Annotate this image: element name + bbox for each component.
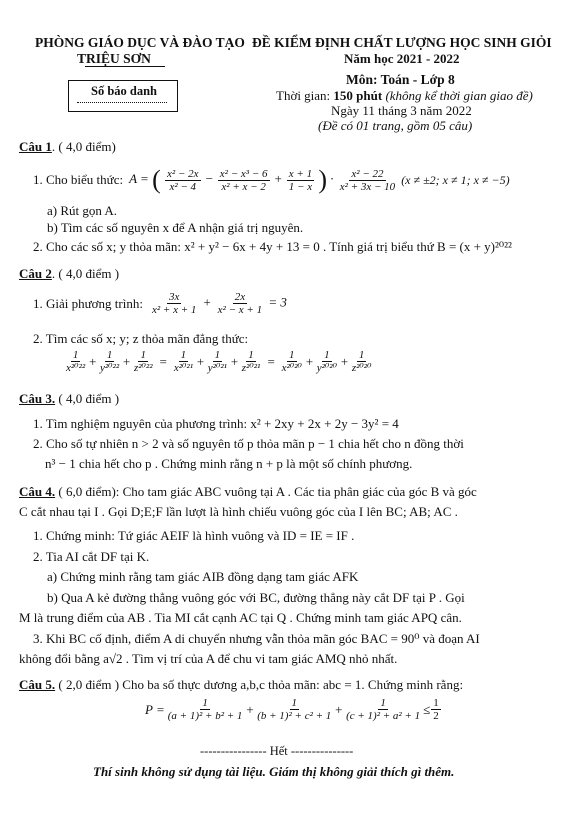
pages-note: (Đề có 01 trang, gồm 05 câu): [318, 118, 473, 133]
time-note: (không kể thời gian giao đề): [382, 88, 533, 103]
q2-item2: 2. Tìm các số x; y; z thỏa mãn đẳng thức:: [33, 331, 249, 346]
q4-b-line2: M là trung điểm của AB . Tia MI cắt cạnh AC tại Q . Chứng minh tam giác APQ cân.: [19, 610, 462, 625]
exam-date: Ngày 11 tháng 3 năm 2022: [331, 103, 472, 118]
footer-note: Thí sinh không sử dụng tài liệu. Giám thị không giải thích gì thêm.: [93, 764, 455, 779]
q3-item2-line2: n³ − 1 chia hết cho p . Chứng minh rằng n + p là một số chính phương.: [45, 456, 413, 471]
office-name: PHÒNG GIÁO DỤC VÀ ĐÀO TẠO: [35, 35, 245, 50]
q2-points: . ( 4,0 điểm ): [51, 266, 120, 281]
q1-condition: (x ≠ ±2; x ≠ 1; x ≠ −5): [401, 172, 510, 187]
office-district: TRIỆU SƠN: [77, 51, 151, 66]
q4-a: a) Chứng minh rằng tam giác AIB đồng dạng tam giác AFK: [47, 569, 359, 584]
q3-title: Câu 3.: [19, 391, 56, 406]
time-value: 150 phút: [333, 88, 383, 103]
q1-points: . ( 4,0 điểm): [51, 139, 116, 154]
q2-title: Câu 2: [19, 266, 52, 281]
q4-line2: C cắt nhau tại I . Gọi D;E;F lần lượt là hình chiếu vuông góc của I lên BC; AB; AC .: [19, 504, 458, 519]
q3-item2-line1: 2. Cho số tự nhiên n > 2 và số nguyên tố p thỏa mãn p − 1 chia hết cho n đồng thời: [33, 436, 464, 451]
q1-a: a) Rút gọn A.: [47, 203, 118, 218]
header-divider: [85, 66, 165, 67]
q4-item3-line2: không đổi bằng a√2 . Tìm vị trí của A để chu vi tam giác AMQ nhỏ nhất.: [19, 651, 398, 666]
exam-title: ĐỀ KIỂM ĐỊNH CHẤT LƯỢNG HỌC SINH GIỎI: [252, 35, 552, 50]
q5-inequality: P = $\frac{1}{\text{(a + 1)² + b² + 1}}$ + $\frac{1}{\text{(b + 1)² + c² + 1}}$ + $\frac{1}{\text{(c + 1)² + a² + 1}}$ ≤ $\frac{1}{2}$: [145, 697, 439, 722]
q2-item1-intro: 1. Giải phương trình:: [33, 295, 143, 311]
q1-title: Câu 1: [19, 139, 52, 154]
q2-equation-line: [33, 291, 287, 316]
subject: Môn: Toán - Lớp 8: [346, 72, 455, 87]
q5-title: Câu 5.: [19, 677, 56, 692]
q5-points: ( 2,0 điểm ) Cho ba số thực dương a,b,c thỏa mãn: abc = 1. Chứng minh rằng:: [55, 677, 464, 692]
q3-points: ( 4,0 điểm ): [55, 391, 120, 406]
q4-heading: [19, 484, 477, 500]
q1-item2: 2. Cho các số x; y thỏa mãn: x² + y² − 6x + 4y + 13 = 0 . Tính giá trị biểu thứ B = (x + y)²⁰²²: [33, 239, 512, 254]
q4-item1: 1. Chứng minh: Tứ giác AEIF là hình vuông và ID = IE = IF .: [33, 528, 355, 543]
time-prefix: Thời gian:: [276, 88, 334, 103]
q1-formula: A = ( $\frac{\text{x² − 2x}}{\text{x² − 4}}$ − $\frac{\text{x² − x³ − 6}}{\text{x² + x − 2}}$ + $\frac{x + 1}{1 - x}$ ) · $\frac{\text{x² − 22}}{\text{x² + 3x − 10}}$: [129, 165, 396, 194]
q5-heading: [19, 677, 463, 693]
school-year: Năm học 2021 - 2022: [344, 51, 460, 66]
q4-b-line1: b) Qua A kẻ đường thẳng vuông góc với BC, đường thẳng này cắt DF tại P . Gọi: [47, 590, 465, 605]
q2-identity: $\frac{1}{\text{x²⁰²²}}$ + $\frac{1}{\text{y²⁰²²}}$ + $\frac{1}{\text{z²⁰²²}}$ = $\frac{1}{\text{x²⁰²¹}}$ + $\frac{1}{\text{y²⁰²¹}}$ + $\frac{1}{\text{z²⁰²¹}}$ = $\frac{1}{\text{x²⁰²⁰}}$ + $\frac{1}{\text{y²⁰²⁰}}$ + $\frac{1}{\text{z²⁰²⁰}}$: [66, 349, 372, 374]
q3-item1: 1. Tìm nghiệm nguyên của phương trình: x² + 2xy + 2x + 2y − 3y² = 4: [33, 416, 399, 431]
end-marker: ---------------- Hết ---------------: [200, 744, 354, 758]
q1-b: b) Tìm các số nguyên x để A nhận giá trị nguyên.: [47, 220, 304, 235]
q2-heading: [19, 266, 119, 282]
q1-expression-line: [33, 167, 510, 193]
candidate-number-label: Số báo danh: [91, 84, 158, 98]
q4-item2: 2. Tia AI cắt DF tại K.: [33, 549, 150, 564]
q1-heading: [19, 139, 116, 155]
q4-title: Câu 4.: [19, 484, 56, 499]
q2-equation: $\frac{3x}{\text{x² + x + 1}}$ + $\frac{2x}{\text{x² − x + 1}}$ = 3: [151, 291, 287, 316]
q4-item3-line1: 3. Khi BC cố định, điểm A di chuyển nhưng vẫn thỏa mãn góc BAC = 90⁰ và đoạn AI: [33, 631, 480, 646]
exam-duration: [276, 88, 533, 104]
candidate-number-line: [77, 102, 167, 103]
q1-item1-intro: 1. Cho biểu thức:: [33, 172, 124, 187]
q4-points: ( 6,0 điểm): Cho tam giác ABC vuông tại A . Các tia phân giác của góc B và góc: [55, 484, 477, 499]
candidate-number-box: [68, 80, 178, 112]
q3-heading: [19, 391, 119, 407]
